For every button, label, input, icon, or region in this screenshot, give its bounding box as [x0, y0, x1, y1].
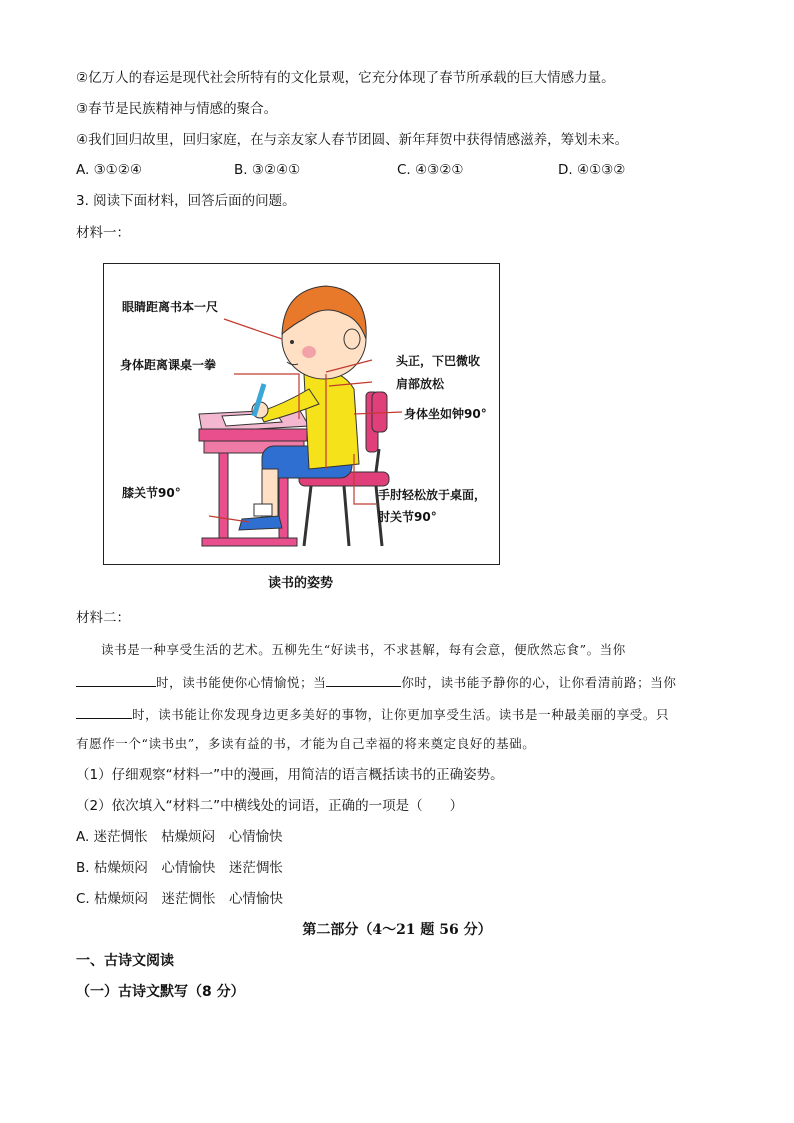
reading-posture-figure — [103, 263, 500, 565]
sentence-3: ③春节是民族精神与情感的聚合。 — [76, 101, 278, 117]
q3-stem: 3. 阅读下面材料，回答后面的问题。 — [76, 193, 296, 209]
label-body-desk-distance: 身体距离课桌一拳 — [120, 358, 217, 372]
label-shoulder: 肩部放松 — [396, 377, 445, 391]
q2-option-a: A. ③①②④ — [76, 162, 142, 178]
figure-caption: 读书的姿势 — [268, 576, 334, 591]
subsection-recitation: （一）古诗文默写（8 分） — [76, 984, 245, 1000]
material2-line-3 — [76, 704, 669, 725]
section-classical-reading: 一、古诗文阅读 — [76, 953, 174, 969]
sub2-option-b: B. 枯燥烦闷 心情愉快 迷茫惆怅 — [76, 860, 283, 876]
material2-text-4: 有愿作一个“读书虫”，多读有益的书，才能为自己幸福的将来奠定良好的基础。 — [76, 736, 536, 751]
q2-option-b: B. ③②④① — [234, 162, 301, 178]
material2-line-2 — [76, 672, 676, 693]
blank-2[interactable] — [326, 672, 401, 687]
label-elbow-relax: 手肘轻松放于桌面， — [378, 488, 487, 502]
material2-text-2b: 你时，读书能予静你的心，让你看清前路；当你 — [401, 675, 677, 690]
sentence-2: ②亿万人的春运是现代社会所特有的文化景观，它充分体现了春节所承载的巨大情感力量。 — [76, 70, 615, 86]
sub-question-2: （2）依次填入“材料二”中横线处的词语，正确的一项是（ ） — [76, 798, 464, 814]
label-knee-angle: 膝关节90° — [122, 486, 181, 500]
label-sit-straight: 身体坐如钟90° — [404, 407, 487, 421]
material2-line-1 — [101, 640, 626, 660]
label-eye-distance: 眼睛距离书本一尺 — [122, 300, 219, 314]
sub2-option-a: A. 迷茫惆怅 枯燥烦闷 心情愉快 — [76, 829, 283, 845]
material2-label: 材料二： — [76, 610, 130, 626]
sentence-4: ④我们回归故里，回归家庭，在与亲友家人春节团圆、新年拜贺中获得情感滋养，筹划未来。 — [76, 132, 629, 148]
part2-title: 第二部分（4～21 题 56 分） — [302, 922, 492, 938]
material2-text-3: 时，读书能让你发现身边更多美好的事物，让你更加享受生活。读书是一种最美丽的享受。只 — [132, 707, 670, 722]
material2-line-4 — [76, 734, 535, 754]
material1-label: 材料一： — [76, 225, 130, 241]
material2-text-1: 读书是一种享受生活的艺术。五柳先生“好读书，不求甚解，每有会意，便欣然忘食”。当你 — [101, 642, 626, 657]
label-head-chin: 头正，下巴微收 — [396, 354, 481, 368]
material2-text-2a: 时，读书能使你心情愉悦；当 — [156, 675, 327, 690]
q2-option-c: C. ④③②① — [397, 162, 464, 178]
blank-3[interactable] — [76, 704, 132, 719]
sub2-option-c: C. 枯燥烦闷 迷茫惆怅 心情愉快 — [76, 891, 284, 907]
blank-1[interactable] — [76, 672, 156, 687]
q2-option-d: D. ④①③② — [558, 162, 626, 178]
sub-question-1: （1）仔细观察“材料一”中的漫画，用简洁的语言概括读书的正确姿势。 — [76, 767, 504, 783]
label-elbow-angle: 肘关节90° — [378, 510, 437, 524]
